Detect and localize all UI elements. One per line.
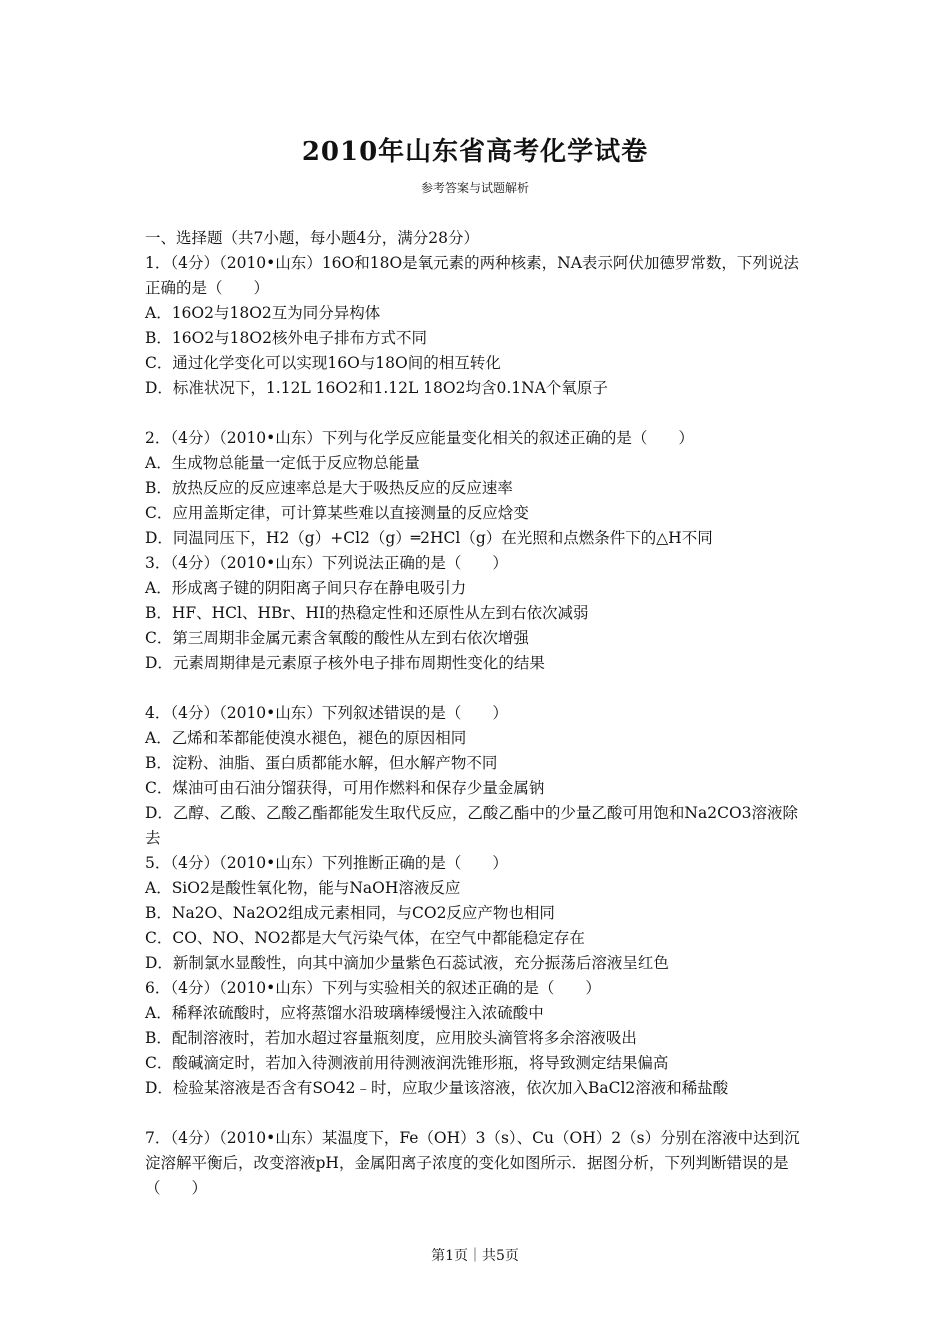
question-3-option-a: A．形成离子键的阴阳离子间只存在静电吸引力 <box>145 579 467 597</box>
question-1-option-b: B．16O2与18O2核外电子排布方式不同 <box>145 329 427 347</box>
question-4-option-c: C．煤油可由石油分馏获得，可用作燃料和保存少量金属钠 <box>145 779 545 797</box>
question-3-stem: 3．（4分）（2010•山东）下列说法正确的是（ ） <box>145 554 508 572</box>
question-5-option-b: B．Na2O、Na2O2组成元素相同，与CO2反应产物也相同 <box>145 904 555 922</box>
question-6-option-b: B．配制溶液时，若加水超过容量瓶刻度，应用胶头滴管将多余溶液吸出 <box>145 1029 637 1047</box>
question-1-option-d: D．标准状况下，1.12L 16O2和1.12L 18O2均含0.1NA个氧原子 <box>145 379 608 397</box>
question-4-stem: 4．（4分）（2010•山东）下列叙述错误的是（ ） <box>145 704 508 722</box>
question-5-option-c: C．CO、NO、NO2都是大气污染气体，在空气中都能稳定存在 <box>145 929 585 947</box>
question-3-option-c: C．第三周期非金属元素含氧酸的酸性从左到右依次增强 <box>145 629 529 647</box>
page-subtitle: 参考答案与试题解析 <box>420 181 529 195</box>
spacer <box>145 676 805 701</box>
question-4-option-a: A．乙烯和苯都能使溴水褪色，褪色的原因相同 <box>145 729 467 747</box>
question-5-stem: 5．（4分）（2010•山东）下列推断正确的是（ ） <box>145 854 508 872</box>
question-1-stem: 1．（4分）（2010•山东）16O和18O是氧元素的两种核素，NA表示阿伏加德罗常数，下列说法正确的是（ ） <box>145 254 799 297</box>
question-5-option-d: D．新制氯水显酸性，向其中滴加少量紫色石蕊试液，充分振荡后溶液呈红色 <box>145 954 669 972</box>
spacer <box>145 401 805 426</box>
exam-content <box>145 226 805 1201</box>
section-heading: 一、选择题（共7小题，每小题4分，满分28分） <box>145 229 479 247</box>
question-3-option-b: B．HF、HCl、HBr、HI的热稳定性和还原性从左到右依次减弱 <box>145 604 589 622</box>
question-1-option-c: C．通过化学变化可以实现16O与18O间的相互转化 <box>145 354 501 372</box>
question-5-option-a: A．SiO2是酸性氧化物，能与NaOH溶液反应 <box>145 879 461 897</box>
question-6-option-c: C．酸碱滴定时，若加入待测液前用待测液润洗锥形瓶，将导致测定结果偏高 <box>145 1054 669 1072</box>
question-7-stem: 7．（4分）（2010•山东）某温度下，Fe（OH）3（s）、Cu（OH）2（s）分别在溶液中达到沉淀溶解平衡后，改变溶液pH，金属阳离子浓度的变化如图所示．据图分析，下列判断错误的是（ ） <box>145 1129 800 1197</box>
question-3-option-d: D．元素周期律是元素原子核外电子排布周期性变化的结果 <box>145 654 545 672</box>
question-4-option-d: D．乙醇、乙酸、乙酸乙酯都能发生取代反应，乙酸乙酯中的少量乙酸可用饱和Na2CO3溶液除去 <box>145 804 799 847</box>
question-1-option-a: A．16O2与18O2互为同分异构体 <box>145 304 381 322</box>
spacer <box>145 1101 805 1126</box>
question-6-option-a: A．稀释浓硫酸时，应将蒸馏水沿玻璃棒缓慢注入浓硫酸中 <box>145 1004 544 1022</box>
question-2-stem: 2．（4分）（2010•山东）下列与化学反应能量变化相关的叙述正确的是（ ） <box>145 429 694 447</box>
question-2-option-a: A．生成物总能量一定低于反应物总能量 <box>145 454 420 472</box>
question-6-stem: 6．（4分）（2010•山东）下列与实验相关的叙述正确的是（ ） <box>145 979 601 997</box>
question-2-option-c: C．应用盖斯定律，可计算某些难以直接测量的反应焓变 <box>145 504 529 522</box>
question-2-option-d: D．同温同压下，H2（g）+Cl2（g）═2HCl（g）在光照和点燃条件下的△H不同 <box>145 529 713 547</box>
page-footer: 第1页｜共5页 <box>431 1248 519 1264</box>
question-2-option-b: B．放热反应的反应速率总是大于吸热反应的反应速率 <box>145 479 513 497</box>
question-6-option-d: D．检验某溶液是否含有SO42﹣时，应取少量该溶液，依次加入BaCl2溶液和稀盐酸 <box>145 1079 729 1097</box>
question-4-option-b: B．淀粉、油脂、蛋白质都能水解，但水解产物不同 <box>145 754 498 772</box>
page-title: 2010年山东省高考化学试卷 <box>301 137 649 167</box>
